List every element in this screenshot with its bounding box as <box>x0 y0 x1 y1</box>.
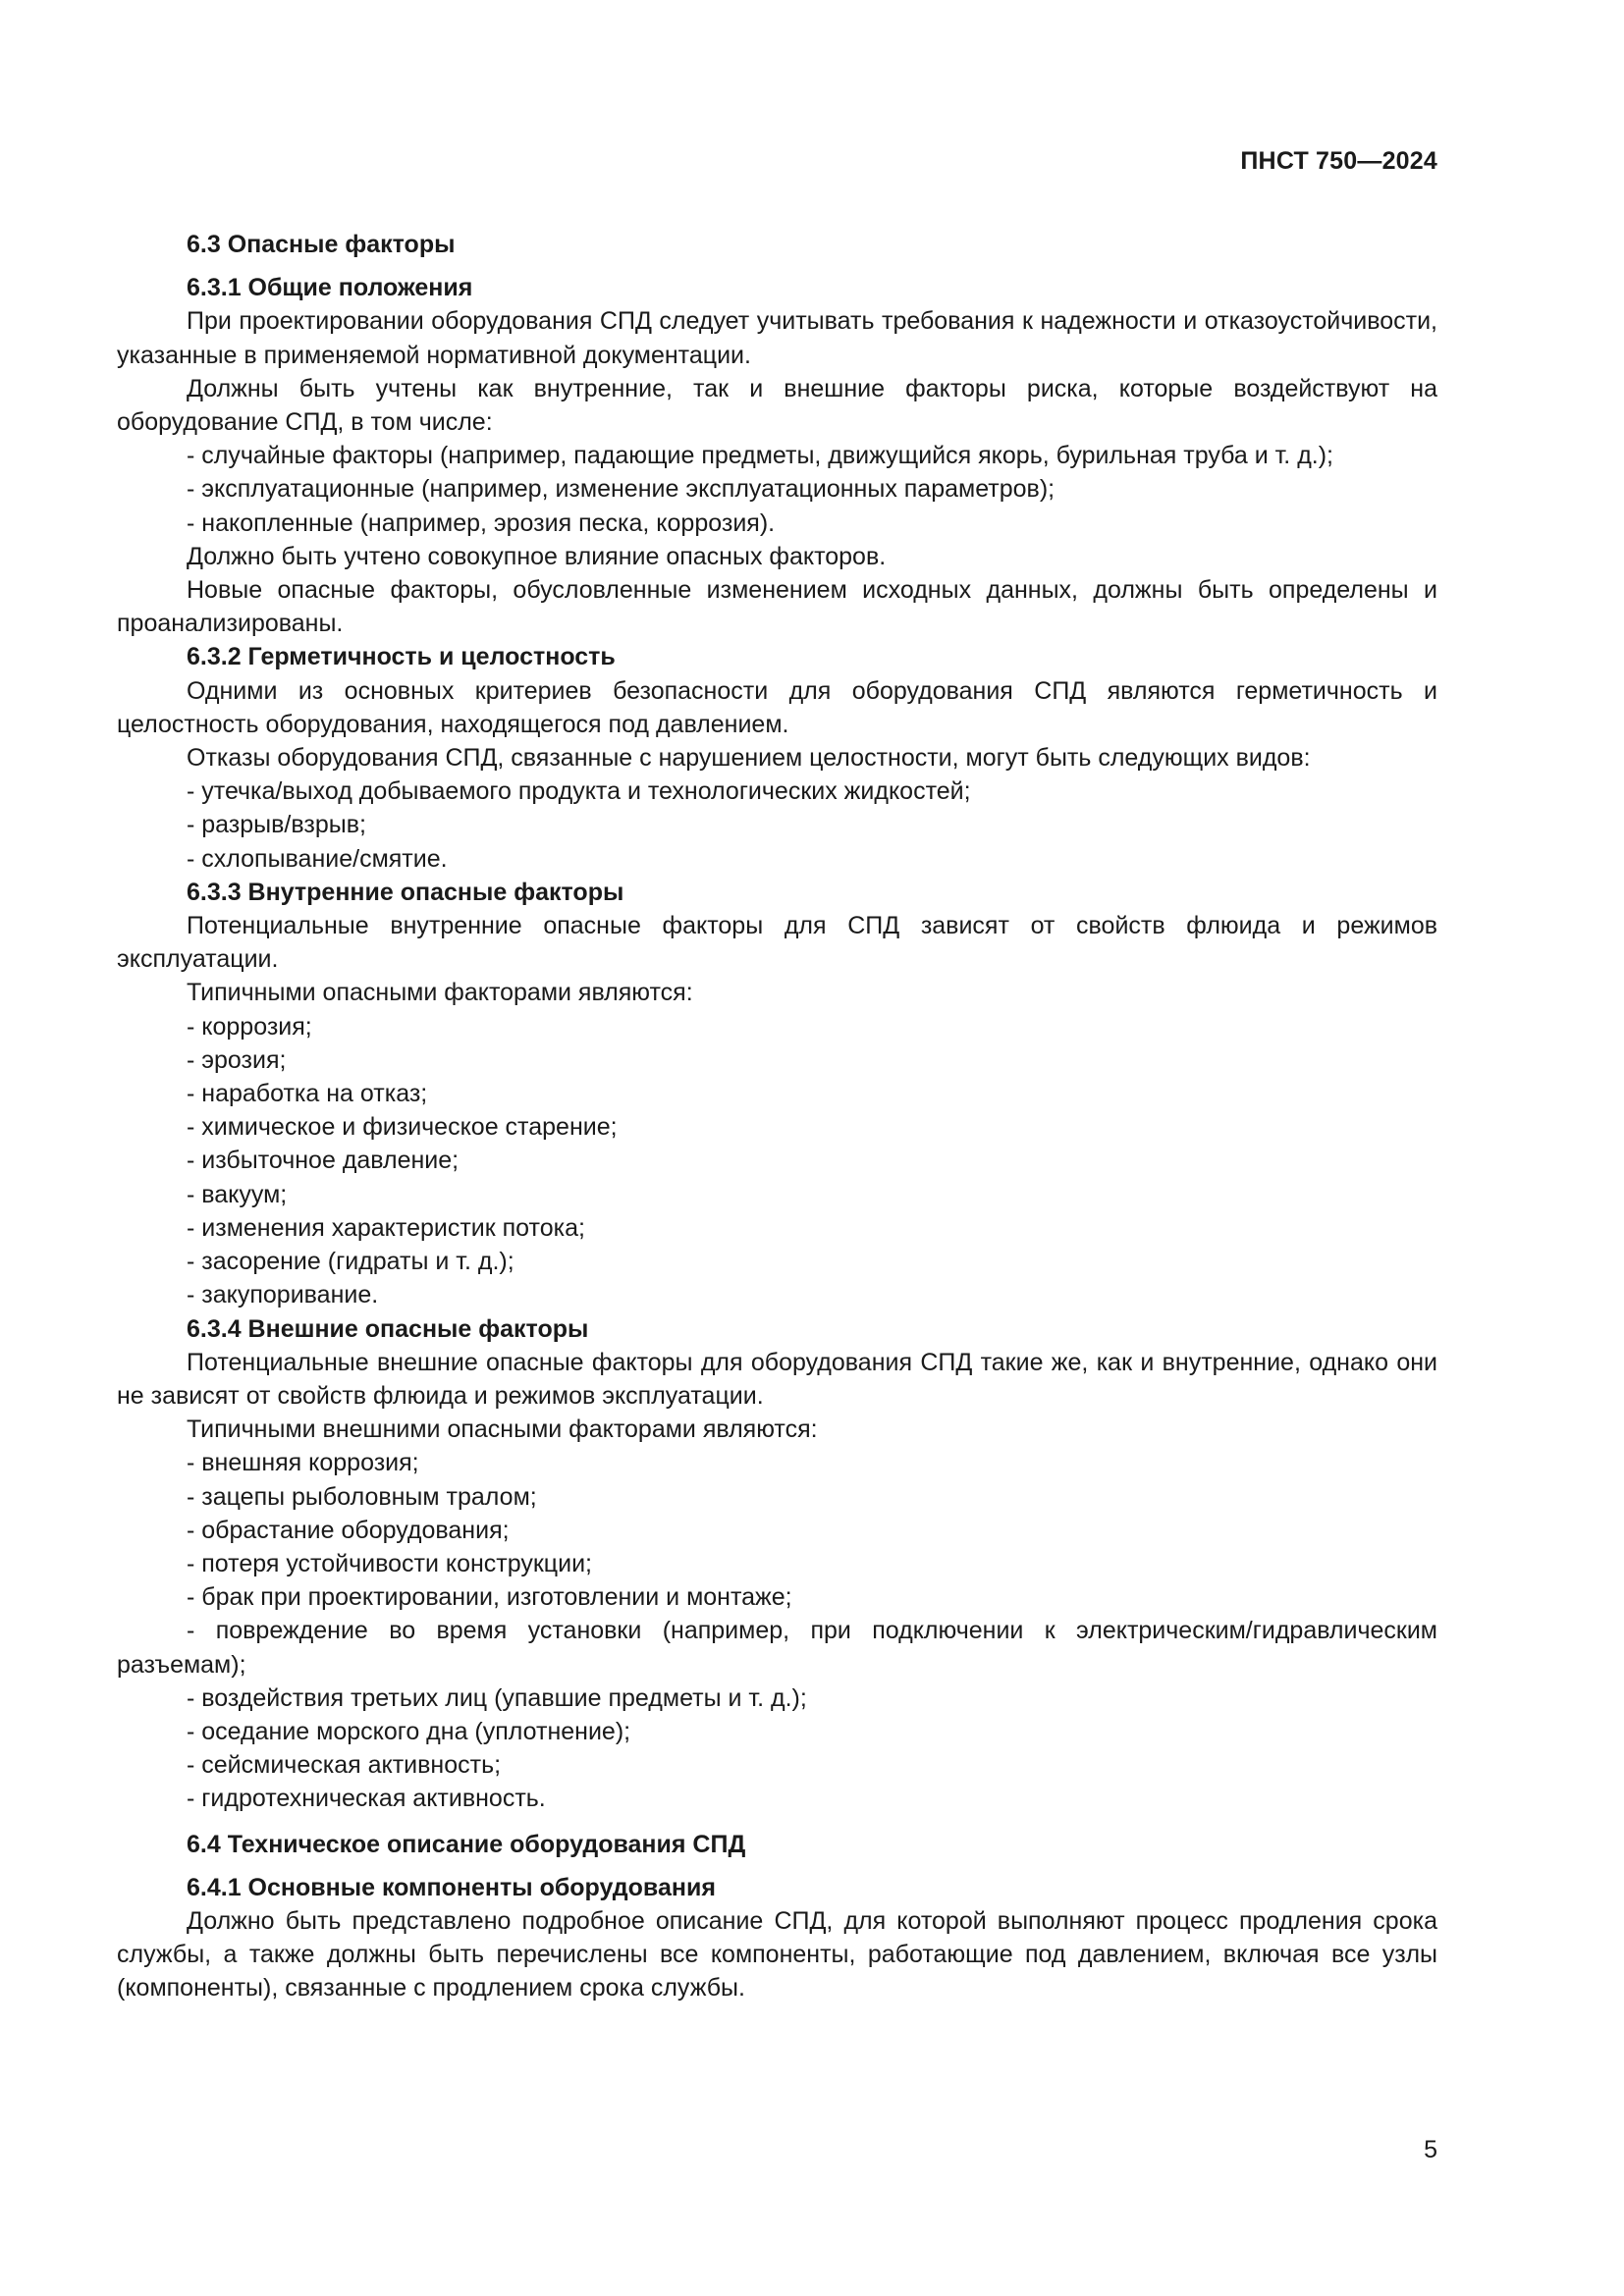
list-item: - обрастание оборудования; <box>187 1516 510 1544</box>
section-6-4-title: 6.4 Техническое описание оборудования СПД <box>187 1830 746 1858</box>
paragraph: Должно быть представлено подробное описание СПД, для которой выполняют процесс продления срока службы, а также должны быть перечислены все компоненты, работающие под давлением, включая все узлы (компоненты), связанные с продлением срока службы. <box>117 1906 1437 2002</box>
list-item: - разрыв/взрыв; <box>187 811 366 839</box>
paragraph: Типичными внешними опасными факторами являются: <box>187 1415 818 1444</box>
list-item: - зацепы рыболовным тралом; <box>187 1482 537 1511</box>
list-item: - засорение (гидраты и т. д.); <box>187 1248 514 1276</box>
paragraph: При проектировании оборудования СПД следует учитывать требования к надежности и отказоустойчивости, указанные в применяемой нормативной документации. <box>117 307 1437 369</box>
page-number: 5 <box>1424 2136 1437 2163</box>
list-item: - сейсмическая активность; <box>187 1751 502 1780</box>
section-6-3-1-title: 6.3.1 Общие положения <box>187 274 473 302</box>
list-item: - наработка на отказ; <box>187 1080 428 1108</box>
section-6-4-1-title: 6.4.1 Основные компоненты оборудования <box>187 1873 716 1901</box>
section-6-3-3-title: 6.3.3 Внутренние опасные факторы <box>187 878 624 906</box>
list-item: - утечка/выход добываемого продукта и технологических жидкостей; <box>187 777 971 806</box>
list-item: - потеря устойчивости конструкции; <box>187 1549 592 1577</box>
list-item: - случайные факторы (например, падающие предметы, движущийся якорь, бурильная труба и т. д.); <box>187 442 1334 470</box>
document-id: ПНСТ 750—2024 <box>1240 147 1437 175</box>
list-item: - схлопывание/смятие. <box>187 844 448 873</box>
list-item: - накопленные (например, эрозия песка, коррозия). <box>187 508 776 537</box>
list-item: - эрозия; <box>187 1045 287 1074</box>
paragraph: Должны быть учтены как внутренние, так и внешние факторы риска, которые воздействуют на оборудование СПД, в том числе: <box>117 374 1437 437</box>
section-6-3-4-title: 6.3.4 Внешние опасные факторы <box>187 1314 589 1343</box>
paragraph: Потенциальные внутренние опасные факторы для СПД зависят от свойств флюида и режимов эксплуатации. <box>117 912 1437 974</box>
list-item: - гидротехническая активность. <box>187 1785 546 1813</box>
list-item: - брак при проектировании, изготовлении и монтаже; <box>187 1583 792 1612</box>
page-content <box>117 228 1437 2005</box>
list-item: - повреждение во время установки (например, при подключении к электрическим/гидравлическим разъемам); <box>117 1617 1437 1679</box>
list-item: - закупоривание. <box>187 1281 379 1309</box>
section-6-3-2-title: 6.3.2 Герметичность и целостность <box>187 643 616 671</box>
paragraph: Отказы оборудования СПД, связанные с нарушением целостности, могут быть следующих видов: <box>187 744 1311 773</box>
paragraph: Новые опасные факторы, обусловленные изменением исходных данных, должны быть определены и проанализированы. <box>117 576 1437 638</box>
list-item: - избыточное давление; <box>187 1147 460 1175</box>
paragraph: Потенциальные внешние опасные факторы для оборудования СПД такие же, как и внутренние, однако они не зависят от свойств флюида и режимов эксплуатации. <box>117 1348 1437 1410</box>
list-item: - оседание морского дна (уплотнение); <box>187 1717 631 1745</box>
paragraph: Должно быть учтено совокупное влияние опасных факторов. <box>187 542 887 570</box>
list-item: - изменения характеристик потока; <box>187 1213 585 1242</box>
paragraph: Типичными опасными факторами являются: <box>187 979 693 1007</box>
list-item: - коррозия; <box>187 1012 312 1041</box>
list-item: - воздействия третьих лиц (упавшие предметы и т. д.); <box>187 1683 807 1712</box>
list-item: - химическое и физическое старение; <box>187 1113 618 1142</box>
list-item: - внешняя коррозия; <box>187 1449 419 1477</box>
paragraph: Одними из основных критериев безопасности для оборудования СПД являются герметичность и целостность оборудования, находящегося под давлением. <box>117 676 1437 738</box>
list-item: - эксплуатационные (например, изменение эксплуатационных параметров); <box>187 475 1056 504</box>
list-item: - вакуум; <box>187 1180 288 1208</box>
section-6-3-title: 6.3 Опасные факторы <box>187 231 456 258</box>
